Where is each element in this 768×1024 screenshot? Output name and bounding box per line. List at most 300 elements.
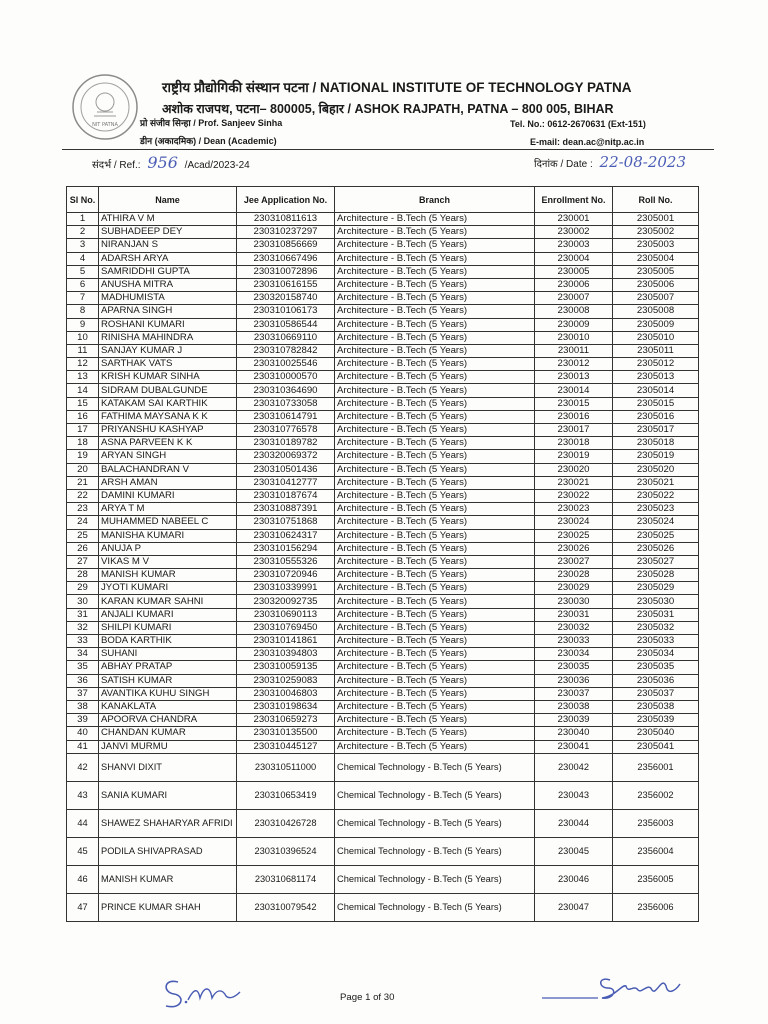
cell-branch: Chemical Technology - B.Tech (5 Years) — [335, 865, 535, 893]
cell-roll: 2305027 — [613, 555, 699, 568]
email-address: E-mail: dean.ac@nitp.ac.in — [530, 137, 645, 147]
cell-jee: 230310653419 — [237, 781, 335, 809]
cell-jee: 230310667496 — [237, 252, 335, 265]
cell-name: KARAN KUMAR SAHNI — [99, 595, 237, 608]
cell-sl: 12 — [67, 358, 99, 371]
cell-branch: Architecture - B.Tech (5 Years) — [335, 410, 535, 423]
cell-roll: 2305015 — [613, 397, 699, 410]
cell-branch: Architecture - B.Tech (5 Years) — [335, 687, 535, 700]
cell-name: APARNA SINGH — [99, 305, 237, 318]
cell-name: ADARSH ARYA — [99, 252, 237, 265]
cell-sl: 41 — [67, 740, 99, 753]
cell-branch: Architecture - B.Tech (5 Years) — [335, 516, 535, 529]
cell-jee: 230310187674 — [237, 489, 335, 502]
table-row — [67, 358, 699, 371]
cell-roll: 2305017 — [613, 424, 699, 437]
cell-roll: 2305031 — [613, 608, 699, 621]
cell-branch: Architecture - B.Tech (5 Years) — [335, 292, 535, 305]
table-row — [67, 714, 699, 727]
cell-roll: 2356001 — [613, 753, 699, 781]
cell-sl: 30 — [67, 595, 99, 608]
cell-sl: 5 — [67, 265, 99, 278]
cell-enrollment: 230047 — [535, 893, 613, 921]
cell-branch: Architecture - B.Tech (5 Years) — [335, 226, 535, 239]
table-row — [67, 463, 699, 476]
cell-branch: Architecture - B.Tech (5 Years) — [335, 252, 535, 265]
cell-jee: 230310733058 — [237, 397, 335, 410]
cell-name: VIKAS M V — [99, 555, 237, 568]
cell-branch: Architecture - B.Tech (5 Years) — [335, 582, 535, 595]
cell-roll: 2356003 — [613, 809, 699, 837]
cell-roll: 2305011 — [613, 344, 699, 357]
cell-name: FATHIMA MAYSANA K K — [99, 410, 237, 423]
cell-branch: Architecture - B.Tech (5 Years) — [335, 358, 535, 371]
cell-roll: 2305014 — [613, 384, 699, 397]
table-row — [67, 674, 699, 687]
cell-roll: 2305038 — [613, 700, 699, 713]
cell-enrollment: 230029 — [535, 582, 613, 595]
cell-branch: Architecture - B.Tech (5 Years) — [335, 450, 535, 463]
table-row — [67, 661, 699, 674]
cell-branch: Architecture - B.Tech (5 Years) — [335, 437, 535, 450]
cell-branch: Architecture - B.Tech (5 Years) — [335, 569, 535, 582]
cell-sl: 24 — [67, 516, 99, 529]
cell-branch: Chemical Technology - B.Tech (5 Years) — [335, 753, 535, 781]
cell-name: KRISH KUMAR SINHA — [99, 371, 237, 384]
cell-sl: 19 — [67, 450, 99, 463]
col-sl: Sl No. — [67, 187, 99, 213]
cell-sl: 16 — [67, 410, 99, 423]
cell-name: SUBHADEEP DEY — [99, 226, 237, 239]
cell-jee: 230310135500 — [237, 727, 335, 740]
cell-roll: 2305023 — [613, 503, 699, 516]
cell-branch: Architecture - B.Tech (5 Years) — [335, 331, 535, 344]
cell-enrollment: 230022 — [535, 489, 613, 502]
cell-roll: 2356006 — [613, 893, 699, 921]
cell-enrollment: 230042 — [535, 753, 613, 781]
cell-enrollment: 230046 — [535, 865, 613, 893]
cell-name: DAMINI KUMARI — [99, 489, 237, 502]
cell-jee: 230310025546 — [237, 358, 335, 371]
col-name: Name — [99, 187, 237, 213]
cell-roll: 2305003 — [613, 239, 699, 252]
cell-sl: 9 — [67, 318, 99, 331]
cell-roll: 2305029 — [613, 582, 699, 595]
signature-left — [160, 970, 260, 1014]
table-row — [67, 781, 699, 809]
cell-enrollment: 230012 — [535, 358, 613, 371]
cell-enrollment: 230005 — [535, 265, 613, 278]
cell-sl: 44 — [67, 809, 99, 837]
student-table — [66, 186, 699, 922]
cell-branch: Architecture - B.Tech (5 Years) — [335, 463, 535, 476]
cell-name: PRINCE KUMAR SHAH — [99, 893, 237, 921]
table-row — [67, 740, 699, 753]
col-roll: Roll No. — [613, 187, 699, 213]
cell-sl: 32 — [67, 621, 99, 634]
cell-enrollment: 230033 — [535, 635, 613, 648]
cell-sl: 8 — [67, 305, 99, 318]
cell-roll: 2305012 — [613, 358, 699, 371]
cell-branch: Architecture - B.Tech (5 Years) — [335, 397, 535, 410]
cell-branch: Architecture - B.Tech (5 Years) — [335, 674, 535, 687]
cell-name: SAMRIDDHI GUPTA — [99, 265, 237, 278]
table-row — [67, 582, 699, 595]
table-row — [67, 476, 699, 489]
cell-jee: 230310681174 — [237, 865, 335, 893]
cell-enrollment: 230018 — [535, 437, 613, 450]
cell-name: CHANDAN KUMAR — [99, 727, 237, 740]
cell-enrollment: 230017 — [535, 424, 613, 437]
cell-roll: 2305021 — [613, 476, 699, 489]
cell-branch: Chemical Technology - B.Tech (5 Years) — [335, 781, 535, 809]
col-enrollment: Enrollment No. — [535, 187, 613, 213]
cell-jee: 230310555326 — [237, 555, 335, 568]
cell-sl: 7 — [67, 292, 99, 305]
cell-roll: 2305024 — [613, 516, 699, 529]
cell-enrollment: 230035 — [535, 661, 613, 674]
cell-branch: Architecture - B.Tech (5 Years) — [335, 635, 535, 648]
table-row — [67, 503, 699, 516]
table-row — [67, 700, 699, 713]
cell-name: MUHAMMED NABEEL C — [99, 516, 237, 529]
cell-name: SANJAY KUMAR J — [99, 344, 237, 357]
cell-roll: 2305025 — [613, 529, 699, 542]
cell-sl: 27 — [67, 555, 99, 568]
cell-sl: 28 — [67, 569, 99, 582]
cell-branch: Architecture - B.Tech (5 Years) — [335, 503, 535, 516]
cell-enrollment: 230006 — [535, 278, 613, 291]
cell-branch: Chemical Technology - B.Tech (5 Years) — [335, 809, 535, 837]
cell-branch: Architecture - B.Tech (5 Years) — [335, 489, 535, 502]
cell-roll: 2356004 — [613, 837, 699, 865]
cell-name: ANUJA P — [99, 542, 237, 555]
table-row — [67, 252, 699, 265]
cell-roll: 2305039 — [613, 714, 699, 727]
cell-roll: 2305033 — [613, 635, 699, 648]
cell-sl: 36 — [67, 674, 99, 687]
cell-sl: 1 — [67, 213, 99, 226]
cell-enrollment: 230026 — [535, 542, 613, 555]
cell-sl: 13 — [67, 371, 99, 384]
cell-sl: 29 — [67, 582, 99, 595]
cell-name: AVANTIKA KUHU SINGH — [99, 687, 237, 700]
table-row — [67, 555, 699, 568]
cell-enrollment: 230014 — [535, 384, 613, 397]
cell-roll: 2305030 — [613, 595, 699, 608]
table-row — [67, 384, 699, 397]
cell-name: SUHANI — [99, 648, 237, 661]
cell-name: MADHUMISTA — [99, 292, 237, 305]
cell-jee: 230310079542 — [237, 893, 335, 921]
cell-enrollment: 230020 — [535, 463, 613, 476]
cell-enrollment: 230034 — [535, 648, 613, 661]
logo-text: NIT PATNA — [92, 122, 118, 128]
cell-enrollment: 230025 — [535, 529, 613, 542]
cell-sl: 31 — [67, 608, 99, 621]
cell-enrollment: 230010 — [535, 331, 613, 344]
cell-branch: Architecture - B.Tech (5 Years) — [335, 239, 535, 252]
cell-sl: 2 — [67, 226, 99, 239]
cell-jee: 230310511000 — [237, 753, 335, 781]
cell-roll: 2305004 — [613, 252, 699, 265]
signatory-name: प्रो संजीव सिन्हा / Prof. Sanjeev Sinha — [140, 118, 283, 128]
cell-branch: Architecture - B.Tech (5 Years) — [335, 727, 535, 740]
page-number: Page 1 of 30 — [340, 992, 395, 1003]
table-row — [67, 727, 699, 740]
cell-jee: 230310614791 — [237, 410, 335, 423]
table-header-row — [67, 187, 699, 213]
cell-enrollment: 230040 — [535, 727, 613, 740]
table-row — [67, 292, 699, 305]
signature-right — [540, 966, 700, 1006]
cell-enrollment: 230044 — [535, 809, 613, 837]
cell-roll: 2305019 — [613, 450, 699, 463]
cell-roll: 2305035 — [613, 661, 699, 674]
cell-branch: Architecture - B.Tech (5 Years) — [335, 648, 535, 661]
cell-jee: 230310690113 — [237, 608, 335, 621]
table-row — [67, 437, 699, 450]
signatory-role: डीन (अकादमिक) / Dean (Academic) — [140, 136, 277, 146]
cell-roll: 2305013 — [613, 371, 699, 384]
cell-jee: 230310198634 — [237, 700, 335, 713]
ref-number: 956 — [147, 153, 178, 172]
cell-roll: 2305022 — [613, 489, 699, 502]
cell-roll: 2305018 — [613, 437, 699, 450]
cell-name: BODA KARTHIK — [99, 635, 237, 648]
cell-sl: 34 — [67, 648, 99, 661]
cell-branch: Architecture - B.Tech (5 Years) — [335, 595, 535, 608]
date-label: दिनांक / Date : — [534, 159, 593, 170]
date-line — [534, 153, 686, 171]
table-row — [67, 489, 699, 502]
cell-roll: 2305032 — [613, 621, 699, 634]
cell-enrollment: 230038 — [535, 700, 613, 713]
cell-roll: 2305040 — [613, 727, 699, 740]
cell-name: ANUSHA MITRA — [99, 278, 237, 291]
cell-jee: 230310811613 — [237, 213, 335, 226]
cell-sl: 10 — [67, 331, 99, 344]
cell-jee: 230310156294 — [237, 542, 335, 555]
cell-sl: 46 — [67, 865, 99, 893]
cell-roll: 2305020 — [613, 463, 699, 476]
table-row — [67, 265, 699, 278]
cell-sl: 3 — [67, 239, 99, 252]
cell-enrollment: 230021 — [535, 476, 613, 489]
table-row — [67, 397, 699, 410]
cell-jee: 230310856669 — [237, 239, 335, 252]
table-row — [67, 213, 699, 226]
cell-sl: 45 — [67, 837, 99, 865]
cell-enrollment: 230009 — [535, 318, 613, 331]
cell-sl: 37 — [67, 687, 99, 700]
cell-branch: Architecture - B.Tech (5 Years) — [335, 621, 535, 634]
cell-roll: 2305028 — [613, 569, 699, 582]
cell-roll: 2305034 — [613, 648, 699, 661]
cell-sl: 4 — [67, 252, 99, 265]
cell-branch: Chemical Technology - B.Tech (5 Years) — [335, 893, 535, 921]
table-row — [67, 608, 699, 621]
cell-enrollment: 230007 — [535, 292, 613, 305]
cell-jee: 230310776578 — [237, 424, 335, 437]
cell-jee: 230310059135 — [237, 661, 335, 674]
cell-name: ANJALI KUMARI — [99, 608, 237, 621]
cell-jee: 230310720946 — [237, 569, 335, 582]
cell-sl: 26 — [67, 542, 99, 555]
cell-name: PODILA SHIVAPRASAD — [99, 837, 237, 865]
table-row — [67, 318, 699, 331]
phone-number: Tel. No.: 0612-2670631 (Ext-151) — [510, 119, 646, 129]
cell-enrollment: 230001 — [535, 213, 613, 226]
cell-name: ABHAY PRATAP — [99, 661, 237, 674]
cell-jee: 230310237297 — [237, 226, 335, 239]
cell-sl: 47 — [67, 893, 99, 921]
cell-jee: 230310141861 — [237, 635, 335, 648]
cell-sl: 6 — [67, 278, 99, 291]
cell-name: MANISH KUMAR — [99, 569, 237, 582]
cell-jee: 230310412777 — [237, 476, 335, 489]
cell-name: SARTHAK VATS — [99, 358, 237, 371]
cell-roll: 2305010 — [613, 331, 699, 344]
cell-sl: 33 — [67, 635, 99, 648]
cell-jee: 230310339991 — [237, 582, 335, 595]
table-row — [67, 331, 699, 344]
cell-name: SIDRAM DUBALGUNDE — [99, 384, 237, 397]
cell-jee: 230310751868 — [237, 516, 335, 529]
cell-roll: 2305002 — [613, 226, 699, 239]
cell-sl: 22 — [67, 489, 99, 502]
cell-branch: Architecture - B.Tech (5 Years) — [335, 740, 535, 753]
institute-address: अशोक राजपथ, पटना– 800005, बिहार / ASHOK RAJPATH, PATNA – 800 005, BIHAR — [162, 102, 614, 116]
cell-sl: 11 — [67, 344, 99, 357]
cell-roll: 2305001 — [613, 213, 699, 226]
cell-jee: 230320092735 — [237, 595, 335, 608]
cell-roll: 2305005 — [613, 265, 699, 278]
cell-roll: 2305041 — [613, 740, 699, 753]
cell-name: RINISHA MAHINDRA — [99, 331, 237, 344]
cell-jee: 230320158740 — [237, 292, 335, 305]
cell-roll: 2305026 — [613, 542, 699, 555]
col-branch: Branch — [335, 187, 535, 213]
cell-enrollment: 230036 — [535, 674, 613, 687]
table-row — [67, 410, 699, 423]
cell-roll: 2305009 — [613, 318, 699, 331]
cell-branch: Architecture - B.Tech (5 Years) — [335, 265, 535, 278]
cell-name: SHANVI DIXIT — [99, 753, 237, 781]
ref-suffix: /Acad/2023-24 — [184, 160, 250, 171]
cell-name: PRIYANSHU KASHYAP — [99, 424, 237, 437]
cell-enrollment: 230030 — [535, 595, 613, 608]
cell-enrollment: 230039 — [535, 714, 613, 727]
cell-name: MANISHA KUMARI — [99, 529, 237, 542]
date-value: 22-08-2023 — [599, 153, 687, 171]
cell-jee: 230310396524 — [237, 837, 335, 865]
table-row — [67, 621, 699, 634]
cell-sl: 17 — [67, 424, 99, 437]
cell-branch: Architecture - B.Tech (5 Years) — [335, 305, 535, 318]
cell-jee: 230310046803 — [237, 687, 335, 700]
cell-name: ARYA T M — [99, 503, 237, 516]
institute-name: राष्ट्रीय प्रौद्योगिकी संस्थान पटना / NATIONAL INSTITUTE OF TECHNOLOGY PATNA — [162, 80, 632, 95]
cell-sl: 42 — [67, 753, 99, 781]
cell-name: ARSH AMAN — [99, 476, 237, 489]
cell-branch: Architecture - B.Tech (5 Years) — [335, 213, 535, 226]
cell-enrollment: 230024 — [535, 516, 613, 529]
cell-sl: 18 — [67, 437, 99, 450]
table-row — [67, 239, 699, 252]
table-row — [67, 648, 699, 661]
cell-sl: 38 — [67, 700, 99, 713]
cell-enrollment: 230004 — [535, 252, 613, 265]
cell-sl: 40 — [67, 727, 99, 740]
table-row — [67, 837, 699, 865]
cell-jee: 230310501436 — [237, 463, 335, 476]
cell-name: MANISH KUMAR — [99, 865, 237, 893]
table-row — [67, 753, 699, 781]
cell-name: APOORVA CHANDRA — [99, 714, 237, 727]
cell-name: SHAWEZ SHAHARYAR AFRIDI — [99, 809, 237, 837]
cell-name: ARYAN SINGH — [99, 450, 237, 463]
cell-name: NIRANJAN S — [99, 239, 237, 252]
cell-branch: Chemical Technology - B.Tech (5 Years) — [335, 837, 535, 865]
cell-roll: 2356005 — [613, 865, 699, 893]
cell-sl: 14 — [67, 384, 99, 397]
cell-enrollment: 230037 — [535, 687, 613, 700]
cell-jee: 230310769450 — [237, 621, 335, 634]
cell-branch: Architecture - B.Tech (5 Years) — [335, 476, 535, 489]
cell-enrollment: 230019 — [535, 450, 613, 463]
cell-branch: Architecture - B.Tech (5 Years) — [335, 529, 535, 542]
table-row — [67, 809, 699, 837]
cell-jee: 230310394803 — [237, 648, 335, 661]
cell-jee: 230310782842 — [237, 344, 335, 357]
cell-branch: Architecture - B.Tech (5 Years) — [335, 384, 535, 397]
cell-enrollment: 230032 — [535, 621, 613, 634]
cell-enrollment: 230015 — [535, 397, 613, 410]
cell-enrollment: 230003 — [535, 239, 613, 252]
cell-sl: 15 — [67, 397, 99, 410]
cell-branch: Architecture - B.Tech (5 Years) — [335, 608, 535, 621]
cell-jee: 230320069372 — [237, 450, 335, 463]
cell-enrollment: 230043 — [535, 781, 613, 809]
cell-name: KATAKAM SAI KARTHIK — [99, 397, 237, 410]
table-row — [67, 278, 699, 291]
cell-roll: 2305008 — [613, 305, 699, 318]
cell-branch: Architecture - B.Tech (5 Years) — [335, 700, 535, 713]
cell-branch: Architecture - B.Tech (5 Years) — [335, 542, 535, 555]
table-row — [67, 344, 699, 357]
reference-line — [92, 153, 250, 172]
table-row — [67, 893, 699, 921]
cell-enrollment: 230041 — [535, 740, 613, 753]
cell-enrollment: 230031 — [535, 608, 613, 621]
cell-roll: 2305016 — [613, 410, 699, 423]
cell-jee: 230310659273 — [237, 714, 335, 727]
ref-label: संदर्भ / Ref.: — [92, 160, 141, 171]
table-row — [67, 371, 699, 384]
cell-roll: 2356002 — [613, 781, 699, 809]
cell-roll: 2305006 — [613, 278, 699, 291]
cell-enrollment: 230045 — [535, 837, 613, 865]
cell-name: JYOTI KUMARI — [99, 582, 237, 595]
cell-name: ASNA PARVEEN K K — [99, 437, 237, 450]
nit-patna-logo — [70, 72, 140, 142]
cell-enrollment: 230016 — [535, 410, 613, 423]
cell-sl: 23 — [67, 503, 99, 516]
cell-sl: 25 — [67, 529, 99, 542]
cell-jee: 230310586544 — [237, 318, 335, 331]
cell-enrollment: 230008 — [535, 305, 613, 318]
